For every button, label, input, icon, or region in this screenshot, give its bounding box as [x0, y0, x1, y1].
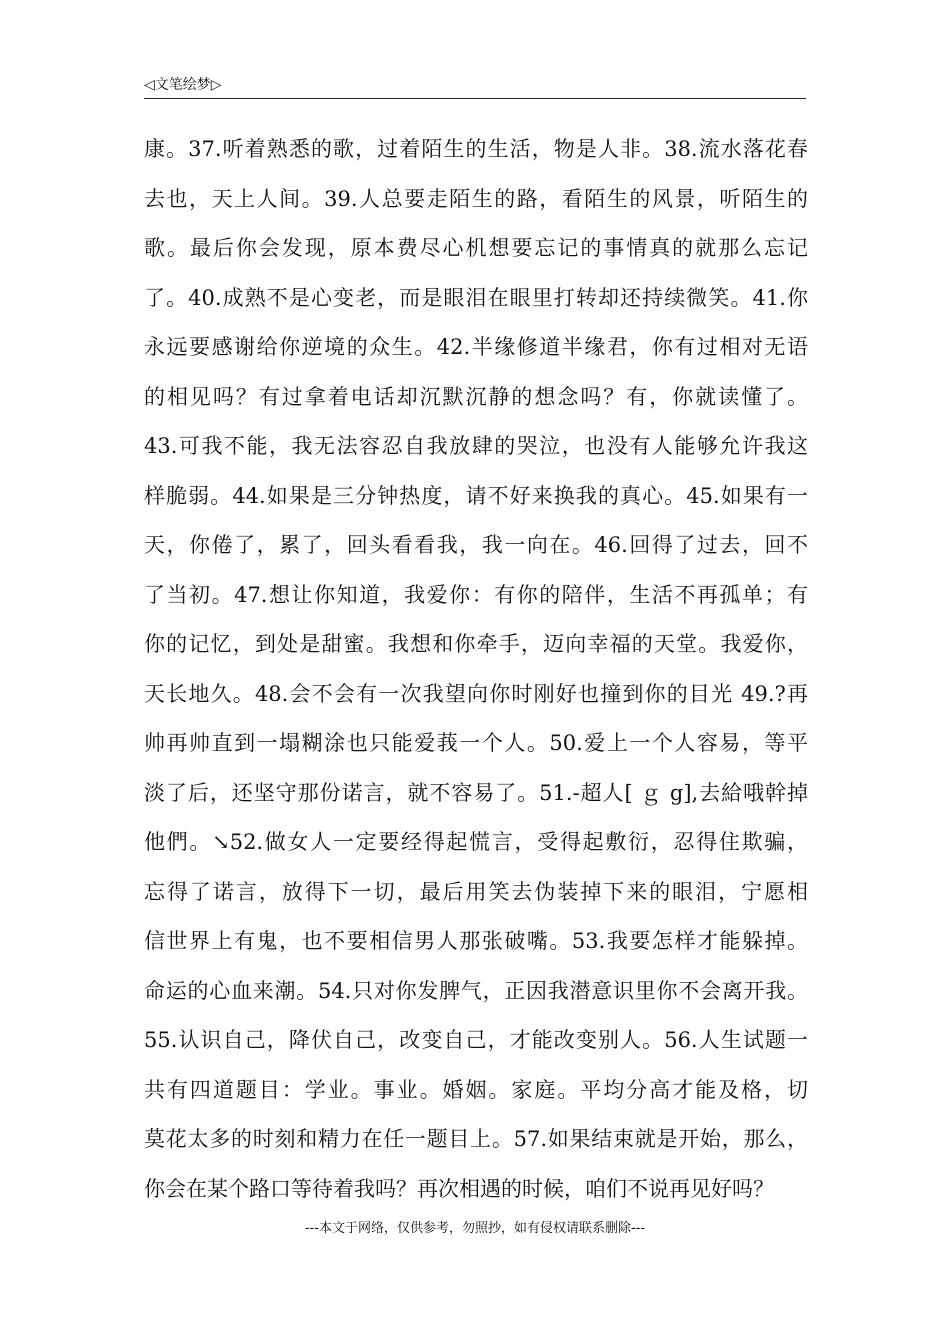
text-line: 了。40.成熟不是心变老，而是眼泪在眼里打转却还持续微笑。41.你	[144, 285, 808, 310]
text-line: 43.可我不能，我无法容忍自我放肆的哭泣，也没有人能够允许我这	[144, 434, 808, 458]
text-line: 你会在某个路口等待着我吗？再次相遇的时候，咱们不说再见好吗？	[144, 1176, 774, 1201]
text-line: 你的记忆，到处是甜蜜。我想和你牵手，迈向幸福的天堂。我爱你，	[144, 632, 808, 656]
text-line: 天长地久。48.会不会有一次我望向你时刚好也撞到你的目光 49.?再	[144, 681, 808, 706]
footer-notice: ---本文于网络，仅供参考，勿照抄，如有侵权请联系删除---	[304, 1221, 646, 1236]
text-line: 莫花太多的时刻和精力在任一题目上。57.如果结束就是开始，那么，	[144, 1127, 808, 1151]
text-line: 了当初。47.想让你知道，我爱你：有你的陪伴，生活不再孤单；有	[144, 582, 808, 607]
page-header	[144, 74, 806, 99]
text-line: 55.认识自己，降伏自己，改变自己，才能改变别人。56.人生试题一	[144, 1028, 808, 1052]
header-title: ◁文笔绘梦▷	[144, 77, 222, 93]
body-text	[144, 125, 808, 1214]
text-line: 共有四道题目：学业。事业。婚姻。家庭。平均分高才能及格，切	[144, 1077, 808, 1102]
text-line: 样脆弱。44.如果是三分钟热度，请不好来换我的真心。45.如果有一	[144, 483, 808, 508]
text-line: 的相见吗？有过拿着电话却沉默沉静的想念吗？有，你就读懂了。	[144, 384, 808, 409]
text-line: 命运的心血来潮。54.只对你发脾气，正因我潜意识里你不会离开我。	[144, 978, 808, 1003]
text-line: 淡了后，还坚守那份诺言，就不容易了。51.-超人[ ｇ g],去給哦幹掉	[144, 780, 808, 805]
text-line: 永远要感谢给你逆境的众生。42.半缘修道半缘君，你有过相对无语	[144, 335, 808, 359]
text-line: 他們。↘52.做女人一定要经得起慌言，受得起敷衍，忍得住欺骗，	[144, 830, 808, 854]
text-line: 天，你倦了，累了，回头看看我，我一向在。46.回得了过去，回不	[144, 533, 808, 557]
text-line: 帅再帅直到一塌糊涂也只能爱莪一个人。50.爱上一个人容易，等平	[144, 731, 808, 755]
text-line: 信世界上有鬼，也不要相信男人那张破嘴。53.我要怎样才能躲掉。	[144, 929, 808, 953]
text-line: 康。37.听着熟悉的歌，过着陌生的生活，物是人非。38.流水落花春	[144, 137, 808, 161]
text-line: 去也，天上人间。39.人总要走陌生的路，看陌生的风景，听陌生的	[144, 186, 808, 211]
text-line: 忘得了诺言，放得下一切，最后用笑去伪装掉下来的眼泪，宁愿相	[144, 879, 808, 904]
text-line: 歌。最后你会发现，原本费尽心机想要忘记的事情真的就那么忘记	[144, 236, 808, 260]
